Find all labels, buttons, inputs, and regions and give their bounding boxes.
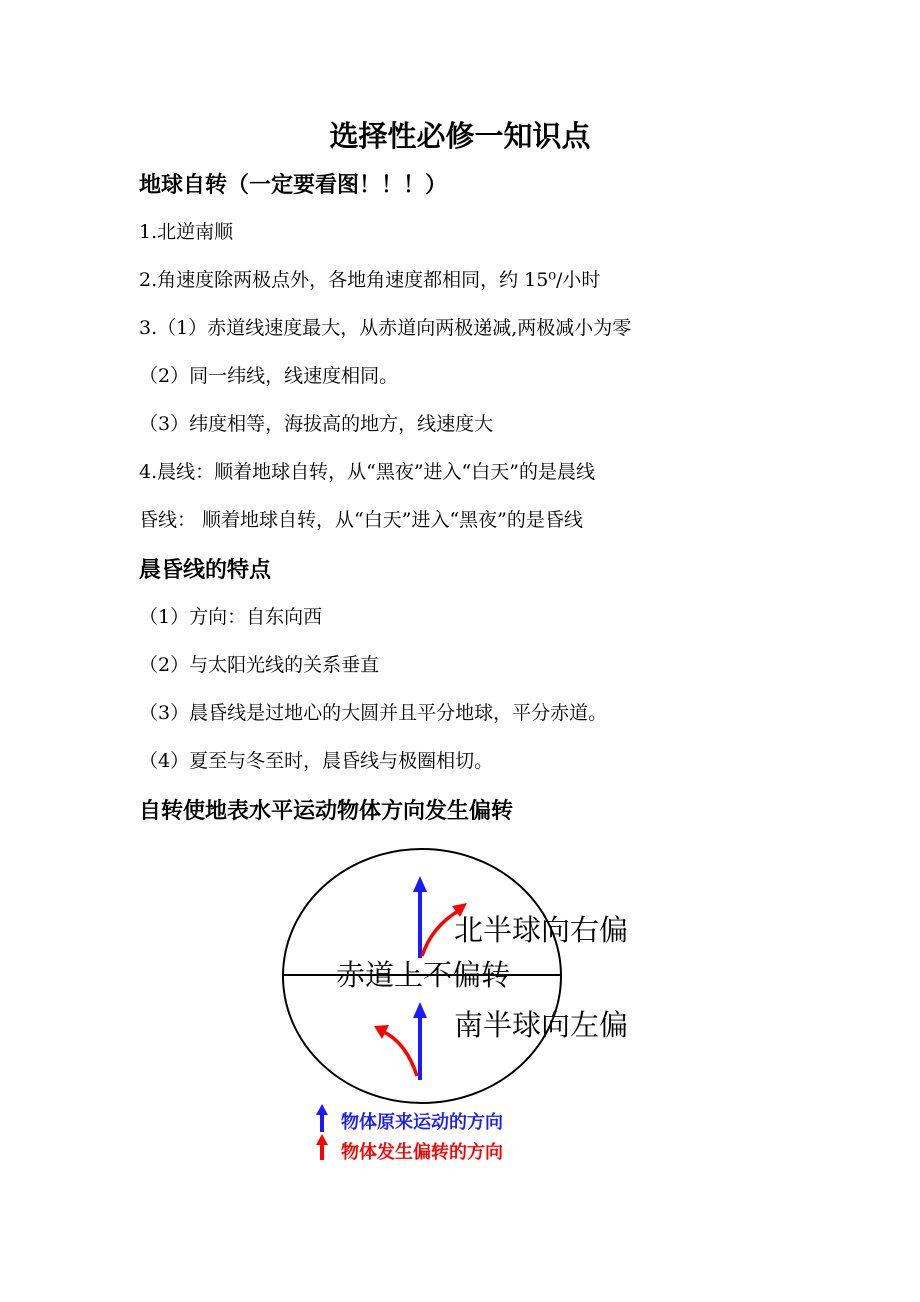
paragraph-line: 2.角速度除两极点外，各地角速度都相同，约 15⁰/小时 [139, 269, 601, 291]
label-south-hemisphere: 南半球向左偏 [454, 1008, 629, 1042]
section-heading-deflection: 自转使地表水平运动物体方向发生偏转 [139, 799, 514, 824]
paragraph-line: 4.晨线：顺着地球自转，从“黑夜”进入“白天”的是晨线 [139, 461, 595, 483]
paragraph-line: 昏线： 顺着地球自转，从“白天”进入“黑夜”的是昏线 [139, 509, 583, 531]
paragraph-line: 3.（1）赤道线速度最大，从赤道向两极递减,两极减小为零 [139, 317, 632, 339]
legend-original-icon [316, 1104, 328, 1132]
paragraph-line: （3）纬度相等，海拔高的地方，线速度大 [139, 413, 494, 435]
legend-deflected-icon [316, 1134, 328, 1160]
paragraph-line: （1）方向：自东向西 [139, 606, 323, 628]
paragraph-line: （2）与太阳光线的关系垂直 [139, 654, 380, 676]
legend-deflected-label: 物体发生偏转的方向 [341, 1142, 503, 1163]
label-equator: 赤道上不偏转 [336, 958, 511, 992]
label-north-hemisphere: 北半球向右偏 [454, 913, 629, 947]
south-deflected-arrow [374, 1025, 417, 1076]
paragraph-line: （2）同一纬线，线速度相同。 [139, 365, 399, 387]
deflection-diagram-svg [268, 840, 650, 1166]
deflection-diagram [268, 840, 650, 1166]
paragraph-line: （4）夏至与冬至时，晨昏线与极圈相切。 [139, 750, 494, 772]
section-heading-terminator: 晨昏线的特点 [139, 558, 272, 583]
paragraph-line: 1.北逆南顺 [139, 221, 234, 243]
paragraph-line: （3）晨昏线是过地心的大圆并且平分地球，平分赤道。 [139, 702, 608, 724]
legend-original-label: 物体原来运动的方向 [341, 1112, 503, 1133]
section-heading-earth-rotation: 地球自转（一定要看图！！！） [139, 173, 448, 198]
document-title: 选择性必修一知识点 [329, 119, 591, 153]
